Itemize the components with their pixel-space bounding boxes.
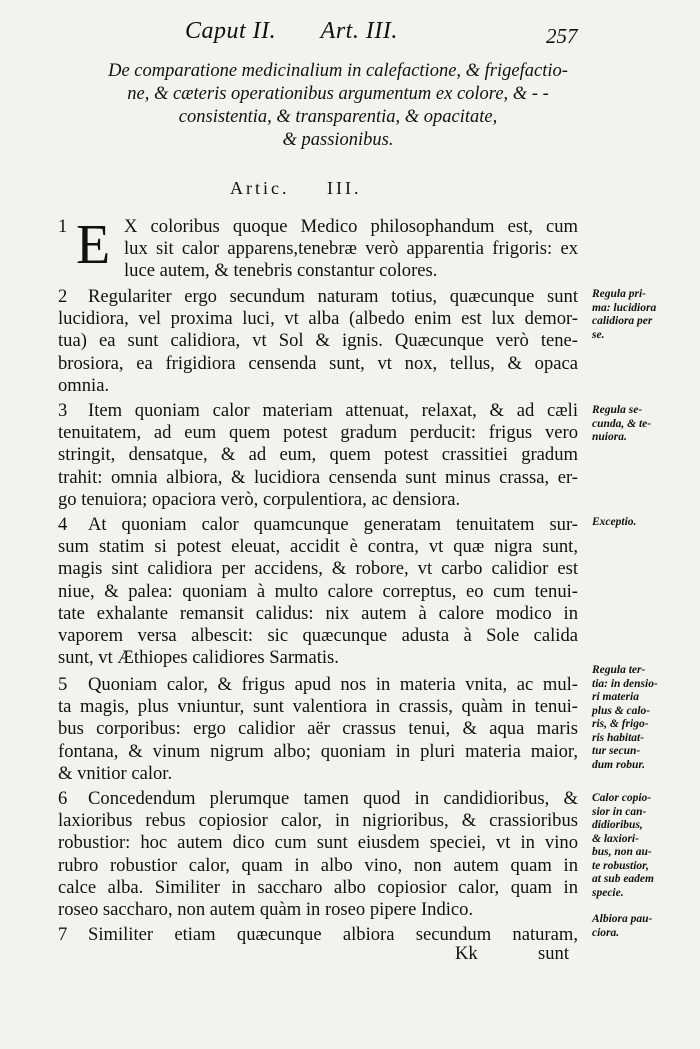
margin-note: Regula pri- ma: lucidiora calidiora per se. bbox=[592, 288, 657, 341]
section-title bbox=[58, 60, 618, 152]
margin-note: Calor copio- sior in can- didioribus, & laxiori- bus, non au- te robustior, at sub eadem specie. bbox=[592, 792, 654, 899]
paragraph-line: trahit: omnia albiora, & lucidiora censenda sunt minus crassa, er- bbox=[58, 466, 578, 488]
title-line: ne, & cæteris operationibus argumentum ex colore, & - - bbox=[127, 84, 549, 104]
signature-mark: Kk bbox=[455, 943, 478, 964]
paragraph-line: sum statim si potest eleuat, accidit è contra, vt quæ nigra sunt, bbox=[58, 536, 578, 558]
title-line: De comparatione medicinalium in calefactione, & frigefactio- bbox=[108, 61, 568, 81]
paragraph-line: calce alba. Similiter in saccharo albo copiosior calor, quam in bbox=[58, 876, 578, 898]
catchword: sunt bbox=[538, 943, 569, 964]
article-heading bbox=[230, 178, 361, 199]
paragraph-line: 7 Similiter etiam quæcunque albiora secundum naturam, bbox=[58, 924, 578, 945]
paragraph-line: ta magis, plus vniuntur, sunt valentiora in crassis, quàm in tenui- bbox=[58, 696, 578, 718]
paragraph-1 bbox=[58, 216, 578, 283]
paragraph-line: 2 Regulariter ergo secundum naturam totius, quæcunque sunt bbox=[58, 286, 578, 307]
margin-note: Exceptio. bbox=[592, 516, 637, 528]
paragraph-number: 6 bbox=[58, 788, 68, 809]
article-heading-number: III. bbox=[326, 178, 362, 198]
paragraph-line: 4 At quoniam calor quamcunque generatam tenuitatem sur- bbox=[58, 514, 578, 535]
paragraph-line: go tenuiora; opaciora verò, corpulentiora, ac densiora. bbox=[58, 488, 461, 510]
paragraph-5 bbox=[58, 674, 578, 785]
paragraph-line: & vnitior calor. bbox=[58, 762, 173, 784]
title-line: consistentia, & transparentia, & opacitate, bbox=[178, 107, 498, 127]
paragraph-line: 6 Concedendum plerumque tamen quod in candidioribus, & bbox=[58, 788, 578, 809]
paragraph-number: 5 bbox=[58, 674, 68, 695]
paragraph-line: sunt, vt Æthiopes calidiores Sarmatis. bbox=[58, 647, 339, 669]
paragraph-line: 3 Item quoniam calor materiam attenuat, relaxat, & ad cæli bbox=[58, 400, 578, 421]
paragraph-number: 1 bbox=[58, 216, 68, 237]
article-label: Art. III. bbox=[320, 18, 398, 44]
paragraph-line: tate exhalante remansit calidus: nix autem à calore modico in bbox=[58, 602, 578, 624]
paragraph-line: tenuitatem, ad eum quem potest gradum perducit: frigus vero bbox=[58, 422, 578, 444]
paragraph-line: vaporem versa albescit: sic quæcunque adusta à Sole calida bbox=[58, 625, 578, 647]
paragraph-line: bus corporibus: ergo calidior aër crassus tenui, & aqua maris bbox=[58, 718, 578, 740]
drop-cap: E bbox=[76, 214, 111, 276]
paragraph-line: luce autem, & tenebris constantur colores. bbox=[124, 260, 438, 282]
paragraph-line: lucidiora, vel proxima luci, vt alba (albedo enim est lux demor- bbox=[58, 308, 578, 330]
paragraph-line: lux sit calor apparens,tenebræ verò apparentia frigoris: ex bbox=[124, 238, 578, 260]
paragraph-3 bbox=[58, 400, 578, 511]
paragraph-7 bbox=[58, 924, 578, 946]
paragraph-number: 3 bbox=[58, 400, 68, 421]
paragraph-line: roseo saccharo, non autem quàm in roseo pipere Indico. bbox=[58, 899, 474, 921]
title-line: & passionibus. bbox=[282, 130, 394, 150]
paragraph-number: 7 bbox=[58, 924, 68, 945]
paragraph-line: magis sint calidiora per accidens, & robore, vt carbo calidior est bbox=[58, 558, 578, 580]
page-number: 257 bbox=[546, 24, 578, 48]
paragraph-line: brosiora, ea frigidiora censenda sunt, vt nox, tellus, & opaca bbox=[58, 352, 578, 374]
paragraph-number: 4 bbox=[58, 514, 68, 535]
paragraph-line: 1 X coloribus quoque Medico philosophandum est, cum bbox=[58, 216, 578, 237]
paragraph-4 bbox=[58, 514, 578, 669]
margin-note: Regula ter- tia: in densio- ri materia plus & calo- ris, & frigo- ris habitat- tur secun- dum robur. bbox=[592, 664, 658, 771]
paragraph-2 bbox=[58, 286, 578, 397]
paragraph-line: rubro robustior calor, quam in albo vino, non autem quam in bbox=[58, 854, 578, 876]
margin-note: Albiora pau- ciora. bbox=[592, 913, 653, 939]
paragraph-line: niue, & palea: quoniam à multo calore correptus, eo cum tenui- bbox=[58, 580, 578, 602]
running-header bbox=[185, 18, 398, 45]
paragraph-line: robustior: hoc autem dico cum sunt eiusdem speciei, vt in vino bbox=[58, 832, 578, 854]
paragraph-line: fontana, & vinum nigrum albo; quoniam in pluri materia maior, bbox=[58, 740, 578, 762]
paragraph-line: omnia. bbox=[58, 374, 110, 396]
paragraph-line: stringit, densatque, & ad eum, quem potest crassitiei gradum bbox=[58, 444, 578, 466]
paragraph-number: 2 bbox=[58, 286, 68, 307]
paragraph-line: laxioribus rebus copiosior calor, in nigrioribus, & crassioribus bbox=[58, 810, 578, 832]
paragraph-line: 5 Quoniam calor, & frigus apud nos in materia vnita, ac mul- bbox=[58, 674, 578, 695]
paragraph-6 bbox=[58, 788, 578, 921]
paragraph-line: tua) ea sunt calidiora, vt Sol & ignis. Quæcunque verò tene- bbox=[58, 330, 578, 352]
article-heading-label: Artic. bbox=[230, 178, 290, 198]
margin-note: Regula se- cunda, & te- nuiora. bbox=[592, 404, 652, 443]
chapter-label: Caput II. bbox=[185, 18, 277, 44]
